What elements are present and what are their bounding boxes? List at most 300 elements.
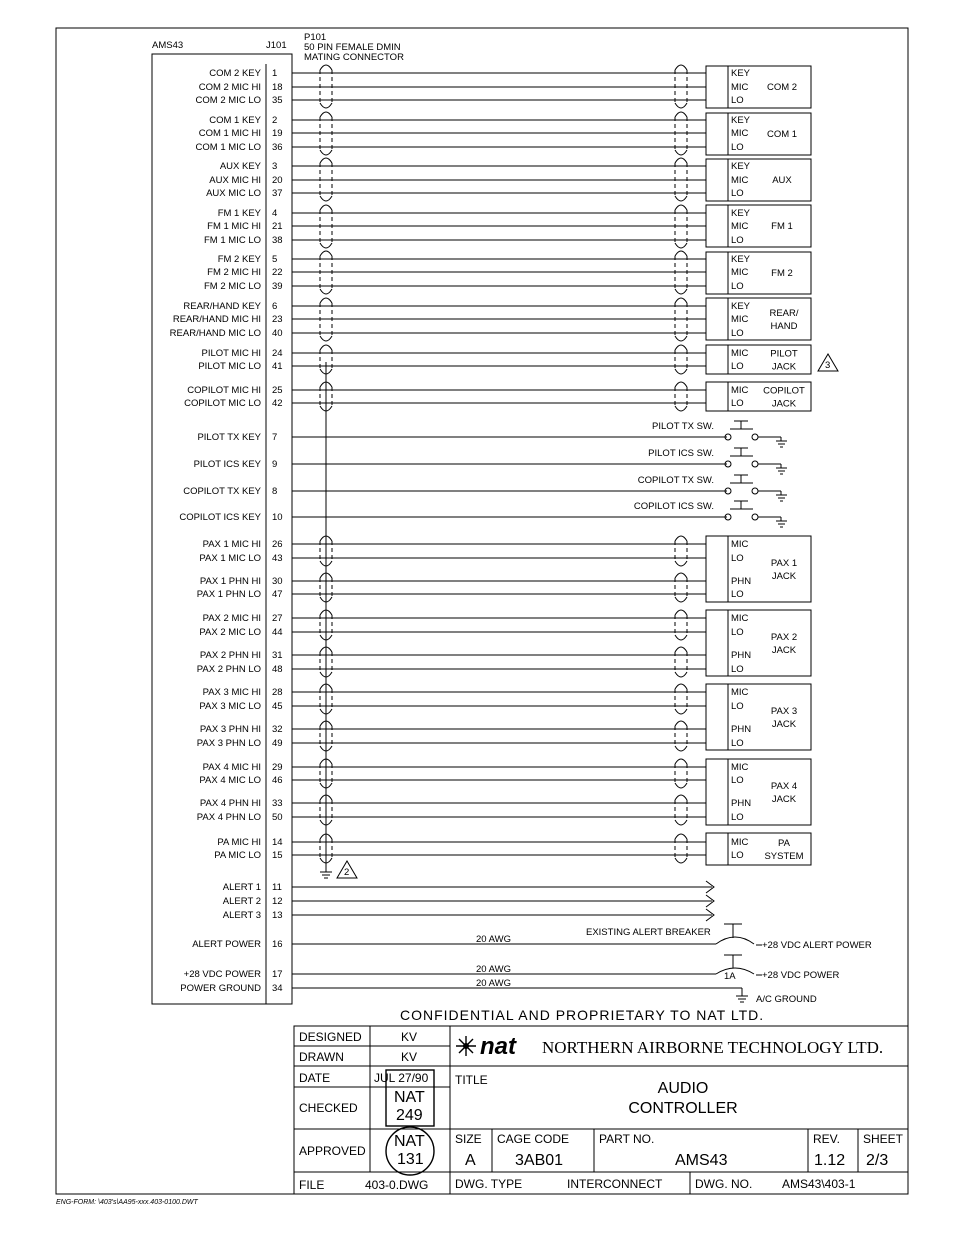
pin-row	[207, 267, 706, 278]
cable-shield-icon	[675, 834, 687, 863]
pin-signal-label: ALERT 2	[222, 896, 261, 907]
pin-row	[217, 837, 706, 848]
title-block	[294, 1026, 908, 1194]
device-pin-label: MIC	[731, 613, 749, 624]
pin-signal-label: AUX MIC LO	[206, 188, 261, 199]
pin-signal-label: AUX KEY	[219, 161, 261, 172]
switch-label: PILOT ICS SW.	[648, 448, 714, 459]
pin-number: 36	[272, 142, 283, 153]
wire-gauge-label-1: 20 AWG	[476, 934, 512, 945]
device-pin-label: MIC	[731, 221, 749, 232]
device-pin-label: MIC	[731, 385, 749, 396]
date-value: JUL 27/90	[374, 1071, 429, 1085]
device-box-frame	[706, 252, 811, 294]
device-box	[706, 66, 811, 108]
pin-row	[179, 512, 727, 523]
device-box	[706, 382, 811, 411]
device-name-line1: PA	[778, 838, 790, 849]
pin-signal-label: PAX 1 MIC LO	[199, 553, 261, 564]
pin-number: 10	[272, 512, 283, 523]
note-3-number: 3	[825, 360, 831, 371]
pin-row	[223, 910, 712, 921]
device-pin-label: LO	[731, 142, 744, 153]
drawing-type-label: DWG. TYPE	[455, 1177, 523, 1191]
device-pin-label: KEY	[731, 115, 751, 126]
pin-signal-label: REAR/HAND KEY	[183, 301, 261, 312]
note-2-number: 2	[344, 867, 350, 878]
size-value: A	[465, 1152, 476, 1169]
device-pin-label: MIC	[731, 82, 749, 93]
pin-signal-label: COPILOT TX KEY	[183, 486, 261, 497]
pin-row	[206, 188, 706, 199]
pin-row	[200, 724, 706, 735]
vdc-power-label: +28 VDC POWER	[762, 970, 840, 981]
pin-number: 41	[272, 361, 283, 372]
pin-signal-label: PAX 4 MIC HI	[202, 762, 261, 773]
wire-gauge-label-3: 20 AWG	[476, 978, 512, 989]
pin-row	[184, 398, 706, 409]
pin-row	[203, 687, 706, 698]
device-box-frame	[706, 298, 811, 340]
device-pin-label: LO	[731, 850, 744, 861]
pin-number: 37	[272, 188, 283, 199]
pin-signal-label: PAX 4 PHN HI	[199, 798, 261, 809]
device-pin-label: LO	[731, 553, 744, 564]
pin-signal-label: PA MIC HI	[217, 837, 261, 848]
device-pin-label: LO	[731, 281, 744, 292]
cable-shield-icon	[675, 573, 687, 602]
pin-signal-label: COM 1 MIC LO	[195, 142, 261, 153]
pin-row	[192, 939, 716, 950]
device-name-line2: JACK	[771, 361, 797, 373]
nat-logo-icon	[456, 1036, 476, 1056]
pin-row	[199, 82, 706, 93]
pin-signal-label: PAX 4 PHN LO	[196, 812, 261, 823]
cable-shield-icon	[675, 721, 687, 751]
device-pin-label: KEY	[731, 161, 751, 172]
device-box-frame	[706, 759, 811, 825]
drawing-title-line1: AUDIO	[657, 1080, 709, 1097]
pin-number: 21	[272, 221, 283, 232]
device-box	[706, 159, 811, 201]
size-label: SIZE	[455, 1132, 482, 1146]
device-name: COM 2	[766, 82, 798, 93]
device-name-line1: PILOT	[770, 348, 798, 360]
pin-number: 4	[272, 208, 278, 219]
pin-signal-label: PAX 3 PHN LO	[196, 738, 261, 749]
ptt-switch-icon	[648, 448, 787, 474]
pin-number: 33	[272, 798, 283, 809]
pin-number: 22	[272, 267, 283, 278]
pin-row	[183, 301, 706, 312]
left-device-label: AMS43	[152, 40, 184, 51]
pin-row	[197, 812, 706, 823]
pin-number: 38	[272, 235, 283, 246]
pin-number: 17	[272, 969, 283, 980]
pin-number: 29	[272, 762, 283, 773]
device-pin-label: LO	[731, 328, 744, 339]
pin-signal-label: REAR/HAND MIC LO	[169, 328, 261, 339]
device-box	[706, 536, 811, 602]
pin-row	[220, 161, 706, 172]
pin-number: 40	[272, 328, 283, 339]
pin-row	[203, 762, 706, 773]
pin-signal-label: COPILOT MIC LO	[184, 398, 261, 409]
device-pin-label: PHN	[731, 650, 752, 661]
cage-code-label: CAGE CODE	[497, 1132, 570, 1146]
pin-row	[187, 385, 706, 396]
cable-shield-icon	[675, 536, 687, 566]
pin-row	[196, 95, 706, 106]
pin-signal-label: PILOT ICS KEY	[193, 459, 261, 470]
pin-row	[183, 486, 727, 497]
pin-number: 32	[272, 724, 283, 735]
device-pin-label: KEY	[731, 68, 751, 79]
pin-row	[223, 882, 712, 893]
device-box	[706, 759, 811, 825]
pin-number: 3	[272, 161, 278, 172]
pin-number: 19	[272, 128, 283, 139]
date-label: DATE	[299, 1071, 331, 1085]
device-pin-label: MIC	[731, 539, 749, 550]
drawing-title-line2: CONTROLLER	[628, 1100, 738, 1117]
pin-signal-label: FM 2 MIC LO	[203, 281, 261, 292]
pin-number: 46	[272, 775, 283, 786]
pin-number: 48	[272, 664, 283, 675]
pin-row	[209, 68, 706, 79]
approved-label: APPROVED	[299, 1144, 366, 1158]
pin-number: 25	[272, 385, 283, 396]
pin-number: 14	[272, 837, 283, 848]
ptt-switch-icon	[652, 421, 787, 447]
pin-signal-label: PAX 2 MIC LO	[199, 627, 261, 638]
device-pin-label: LO	[731, 95, 744, 106]
pin-number: 20	[272, 175, 283, 186]
pin-signal-label: POWER GROUND	[180, 983, 261, 994]
approved-stamp-line2: 131	[397, 1151, 424, 1168]
device-name-line2: SYSTEM	[764, 851, 804, 862]
pin-row	[170, 328, 706, 339]
pin-number: 7	[272, 432, 278, 443]
pin-signal-label: COM 2 KEY	[209, 68, 261, 79]
sheet-label: SHEET	[863, 1132, 904, 1146]
device-pin-label: LO	[731, 664, 744, 675]
pin-signal-label: FM 2 KEY	[217, 254, 261, 265]
pin-row	[200, 798, 706, 809]
cable-shield-icon	[675, 759, 687, 788]
pin-number: 42	[272, 398, 283, 409]
designed-value: KV	[401, 1030, 418, 1044]
pin-signal-label: ALERT POWER	[192, 939, 261, 950]
device-name-line1: REAR/	[769, 308, 799, 319]
pin-signal-label: PILOT TX KEY	[197, 432, 261, 443]
pin-row	[204, 281, 706, 292]
pin-row	[223, 896, 712, 907]
pin-number: 23	[272, 314, 283, 325]
pin-row	[209, 175, 706, 186]
pin-signal-label: COM 2 MIC LO	[195, 95, 261, 106]
alert-power-section	[476, 881, 872, 1005]
device-pin-label: MIC	[731, 687, 749, 698]
device-name-line2: JACK	[771, 719, 797, 730]
device-pin-label: LO	[731, 775, 744, 786]
pin-number: 26	[272, 539, 283, 550]
pin-signal-label: PILOT MIC LO	[198, 361, 261, 372]
checked-label: CHECKED	[299, 1101, 358, 1115]
pin-number: 16	[272, 939, 283, 950]
mating-connector-line2: 50 PIN FEMALE DMIN	[304, 42, 401, 53]
cable-shield-icon	[675, 345, 687, 374]
checked-stamp-line2: 249	[396, 1107, 423, 1124]
pin-signal-label: FM 1 MIC HI	[207, 221, 261, 232]
device-box-frame	[706, 610, 811, 676]
pin-signal-label: ALERT 1	[222, 882, 261, 893]
pin-row	[218, 208, 706, 219]
pin-number: 35	[272, 95, 283, 106]
mating-connector-line3: MATING CONNECTOR	[304, 52, 404, 63]
pin-number: 11	[272, 882, 282, 893]
pin-row	[184, 969, 716, 980]
device-name-line2: HAND	[770, 321, 798, 332]
pin-signal-label: PAX 2 PHN HI	[199, 650, 261, 661]
pin-row	[199, 128, 706, 139]
device-pin-label: MIC	[731, 175, 749, 186]
pin-row	[200, 576, 706, 587]
device-name-line2: JACK	[771, 794, 797, 805]
pin-row	[203, 539, 706, 550]
pin-number: 24	[272, 348, 283, 359]
pin-row	[199, 627, 706, 638]
eng-form-footer: ENG-FORM: \403's\AA95-xxx.403-0100.DWT	[56, 1199, 198, 1206]
pin-signal-label: FM 2 MIC HI	[207, 267, 261, 278]
pin-signal-label: PAX 1 MIC HI	[202, 539, 261, 550]
device-box	[706, 345, 811, 374]
pin-number: 34	[272, 983, 283, 994]
pin-signal-label: COM 1 MIC HI	[198, 128, 261, 139]
device-pin-label: LO	[731, 738, 744, 749]
device-name: FM 1	[771, 221, 793, 232]
company-name: NORTHERN AIRBORNE TECHNOLOGY LTD.	[542, 1038, 884, 1057]
device-name: FM 2	[771, 268, 793, 279]
device-name-line1: PAX 2	[770, 632, 798, 643]
switch-label: PILOT TX SW.	[652, 421, 714, 432]
switch-label: COPILOT TX SW.	[637, 475, 714, 486]
pin-row	[197, 738, 706, 749]
pin-signal-label: COPILOT MIC HI	[187, 385, 261, 396]
company-logo-text: nat	[480, 1033, 516, 1060]
sheet-value: 2/3	[866, 1152, 889, 1169]
pin-signal-label: PAX 2 MIC HI	[202, 613, 261, 624]
device-name-line1: PAX 1	[770, 558, 798, 569]
revision-label: REV.	[813, 1132, 840, 1146]
designed-label: DESIGNED	[299, 1030, 362, 1044]
revision-value: 1.12	[814, 1152, 846, 1169]
switch-label: COPILOT ICS SW.	[633, 501, 714, 512]
cable-shield-icon	[675, 610, 687, 640]
pin-number: 30	[272, 576, 283, 587]
device-pin-label: LO	[731, 589, 744, 600]
device-pin-label: PHN	[731, 724, 752, 735]
device-pin-label: MIC	[731, 128, 749, 139]
pin-number: 18	[272, 82, 283, 93]
pin-row	[196, 142, 706, 153]
device-pin-label: LO	[731, 188, 744, 199]
alert-power-label: +28 VDC ALERT POWER	[762, 940, 872, 951]
drawing-number-value: AMS43\403-1	[782, 1177, 856, 1191]
pin-row	[194, 459, 727, 470]
cage-code-value: 3AB01	[515, 1152, 564, 1169]
pin-row	[199, 553, 706, 564]
pin-signal-label: PAX 3 MIC HI	[202, 687, 261, 698]
device-box	[706, 833, 811, 865]
device-box-frame	[706, 684, 811, 750]
device-pin-label: LO	[731, 627, 744, 638]
pin-number: 28	[272, 687, 283, 698]
pin-number: 5	[272, 254, 278, 265]
pin-number: 44	[272, 627, 283, 638]
part-no-value: AMS43	[675, 1152, 728, 1169]
device-name-line1: PAX 3	[770, 706, 798, 717]
pin-number: 31	[272, 650, 283, 661]
pin-row	[198, 361, 706, 372]
pin-number: 39	[272, 281, 283, 292]
file-value: 403-0.DWG	[365, 1178, 429, 1192]
device-pin-label: KEY	[731, 254, 751, 265]
pin-row	[197, 432, 727, 443]
pin-signal-label: PAX 4 MIC LO	[199, 775, 261, 786]
device-pin-label: KEY	[731, 208, 751, 219]
device-box	[706, 684, 811, 750]
pin-signal-label: AUX MIC HI	[209, 175, 261, 186]
device-box	[706, 298, 811, 340]
pin-signal-label: PA MIC LO	[214, 850, 261, 861]
device-box-frame	[706, 536, 811, 602]
pin-row	[214, 850, 706, 861]
breaker-label: EXISTING ALERT BREAKER	[586, 927, 711, 938]
device-pin-label: LO	[731, 361, 744, 372]
pin-row	[218, 254, 706, 265]
device-name-line1: PAX 4	[770, 781, 798, 792]
pin-signal-label: REAR/HAND MIC HI	[172, 314, 261, 325]
pin-number: 45	[272, 701, 283, 712]
pin-row	[200, 650, 706, 661]
pin-signal-label: FM 1 KEY	[217, 208, 261, 219]
pin-signal-label: COM 1 KEY	[209, 115, 261, 126]
pin-row	[207, 221, 706, 232]
device-pin-label: LO	[731, 398, 744, 409]
wire-gauge-label-2: 20 AWG	[476, 964, 512, 975]
pin-signal-label: FM 1 MIC LO	[203, 235, 261, 246]
part-no-label: PART NO.	[599, 1132, 655, 1146]
cable-shield-icon	[675, 795, 687, 825]
pin-number: 2	[272, 115, 278, 126]
left-connector-label: J101	[266, 40, 287, 51]
mating-connector-line1: P101	[304, 32, 327, 43]
title-label: TITLE	[455, 1073, 488, 1087]
pin-row	[197, 664, 706, 675]
pin-number: 12	[272, 896, 283, 907]
pin-signal-label: PAX 3 MIC LO	[199, 701, 261, 712]
cable-shield-icon	[675, 647, 687, 677]
breaker-arc	[716, 937, 754, 944]
pin-signal-label: ALERT 3	[222, 910, 261, 921]
pin-signal-label: PILOT MIC HI	[201, 348, 261, 359]
device-pin-label: LO	[731, 235, 744, 246]
cable-shield-icon	[675, 382, 687, 411]
pin-signal-label: PAX 2 PHN LO	[196, 664, 261, 675]
pin-number: 8	[272, 486, 278, 497]
device-pin-label: MIC	[731, 314, 749, 325]
ac-ground-label: A/C GROUND	[756, 994, 817, 1005]
pin-row	[197, 589, 706, 600]
device-name-line1: COPILOT	[763, 385, 805, 397]
device-name: COM 1	[766, 129, 798, 140]
ptt-switch-icon	[634, 501, 787, 527]
pin-number: 13	[272, 910, 283, 921]
device-pin-label: LO	[731, 812, 744, 823]
pin-signal-label: PAX 1 PHN LO	[196, 589, 261, 600]
pin-number: 47	[272, 589, 283, 600]
pin-signal-label: PAX 1 PHN HI	[199, 576, 261, 587]
checked-stamp-line1: NAT	[394, 1089, 425, 1106]
pin-signal-label: PAX 3 PHN HI	[199, 724, 261, 735]
device-pin-label: MIC	[731, 348, 749, 359]
pin-number: 15	[272, 850, 283, 861]
device-pin-label: MIC	[731, 837, 749, 848]
device-name: AUX	[772, 175, 792, 186]
pin-row	[202, 348, 706, 359]
pin-number: 49	[272, 738, 283, 749]
pin-number: 43	[272, 553, 283, 564]
device-box	[706, 252, 811, 294]
device-pin-label: LO	[731, 701, 744, 712]
device-name-line2: JACK	[771, 571, 797, 582]
device-name-line2: JACK	[771, 398, 797, 410]
pin-signal-label: COM 2 MIC HI	[198, 82, 261, 93]
device-pin-label: PHN	[731, 798, 752, 809]
device-pin-label: KEY	[731, 301, 751, 312]
device-name-line2: JACK	[771, 645, 797, 656]
file-label: FILE	[299, 1178, 325, 1192]
device-pin-label: PHN	[731, 576, 752, 587]
pin-row	[199, 775, 706, 786]
pin-number: 50	[272, 812, 283, 823]
device-box-frame	[706, 205, 811, 247]
confidential-banner: CONFIDENTIAL AND PROPRIETARY TO NAT LTD.	[400, 1007, 765, 1023]
pin-row	[173, 314, 706, 325]
device-box	[706, 610, 811, 676]
device-box-frame	[706, 159, 811, 201]
pin-signal-label: COPILOT ICS KEY	[179, 512, 261, 523]
pin-number: 6	[272, 301, 278, 312]
drawing-number-label: DWG. NO.	[695, 1177, 753, 1191]
pin-row	[204, 235, 706, 246]
pin-row	[203, 613, 706, 624]
pin-number: 9	[272, 459, 278, 470]
device-pin-label: MIC	[731, 267, 749, 278]
cable-shield-icon	[675, 684, 687, 714]
device-pin-label: MIC	[731, 762, 749, 773]
approved-stamp-line1: NAT	[394, 1133, 425, 1150]
pin-number: 1	[272, 68, 278, 79]
drawn-label: DRAWN	[299, 1050, 344, 1064]
pin-row	[209, 115, 706, 126]
pin-row	[199, 701, 706, 712]
pin-row	[180, 983, 742, 994]
drawn-value: KV	[401, 1050, 418, 1064]
pin-signal-label: +28 VDC POWER	[183, 969, 261, 980]
ptt-switch-icon	[638, 475, 787, 501]
